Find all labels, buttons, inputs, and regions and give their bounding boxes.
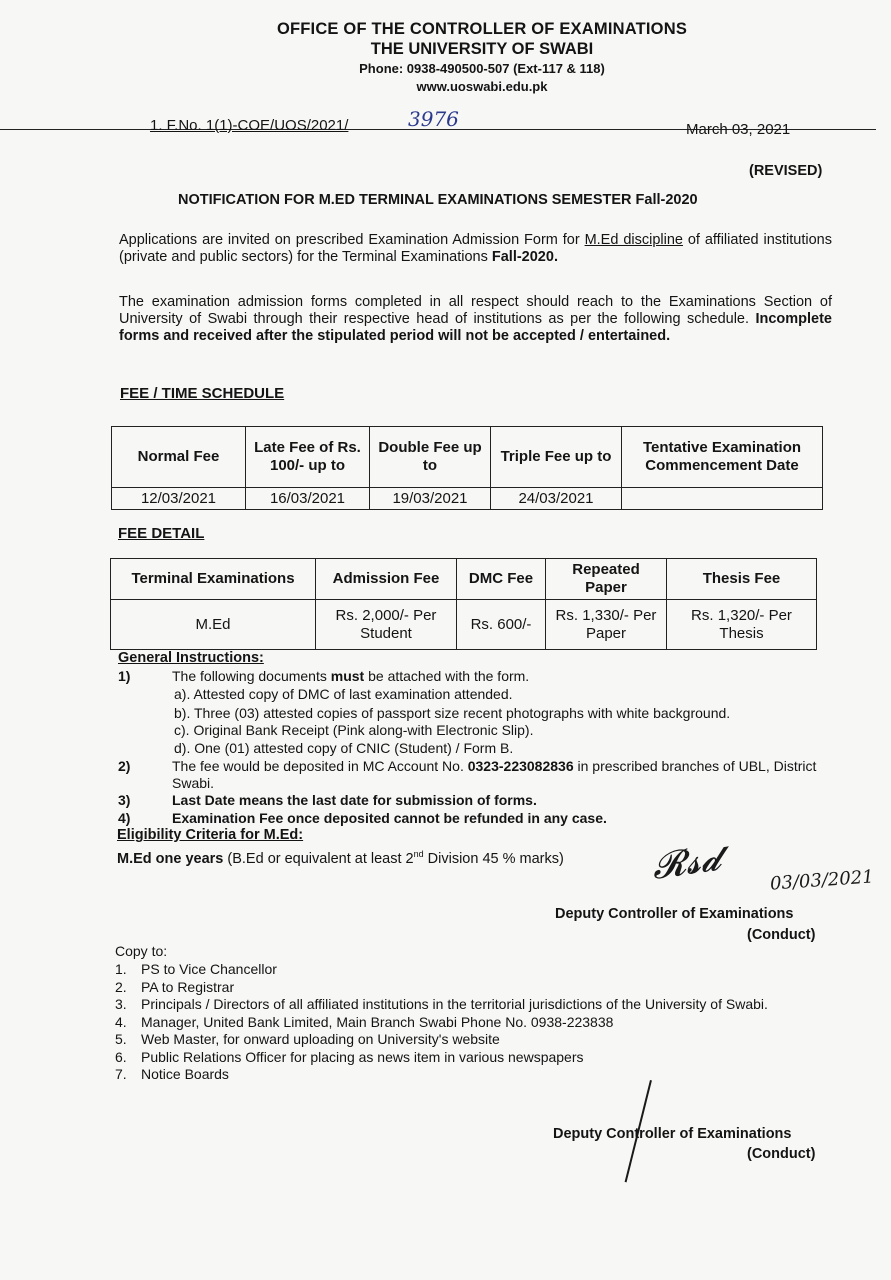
fee-schedule-value-row	[112, 488, 823, 510]
notification-title: NOTIFICATION FOR M.ED TERMINAL EXAMINATIONS SEMESTER Fall-2020	[178, 192, 698, 208]
university-heading: THE UNIVERSITY OF SWABI	[370, 40, 594, 58]
copy-to-text: PS to Vice Chancellor	[141, 961, 277, 977]
handwritten-file-number: 3976	[408, 107, 459, 131]
fee-detail-table	[110, 558, 817, 650]
schedule-header-cell: Tentative Examination Commencement Date	[622, 427, 823, 488]
copy-to-number: 5.	[115, 1031, 127, 1047]
fee-schedule-table	[111, 426, 823, 510]
eligibility-text-a: (B.Ed or equivalent at least 2	[223, 850, 414, 867]
revised-label: (REVISED)	[749, 163, 823, 179]
fee-detail-header-row	[111, 559, 817, 600]
copy-to-number: 4.	[115, 1013, 127, 1030]
fee-detail-header-cell: Repeated Paper	[546, 559, 667, 600]
fee-detail-value-cell: M.Ed	[111, 600, 316, 650]
copy-to-item	[115, 1014, 768, 1032]
copy-to-text: Principals / Directors of all affiliated institutions in the territorial jurisdictions of the University of Swabi.	[141, 996, 768, 1012]
copy-to-text: Manager, United Bank Limited, Main Branch Swabi Phone No. 0938-223838	[141, 1013, 614, 1030]
discipline-underlined: M.Ed discipline	[584, 232, 683, 248]
intro-p1-text-b: of affiliated institutions (private and public sectors) for the Terminal Examinations	[119, 232, 832, 265]
intro-p1-text-a: Applications are invited on prescribed Examination Admission Form for	[119, 232, 585, 248]
handwritten-signature-date: 03/03/2021	[769, 866, 875, 895]
copy-to-item	[115, 1031, 768, 1049]
schedule-header-cell: Late Fee of Rs. 100/- up to	[246, 427, 370, 488]
copy-to-title: Copy to:	[115, 943, 168, 959]
account-number: 0323-223082836	[467, 758, 574, 774]
instruction-1-bold: must	[330, 668, 365, 684]
intro-p2-bold: Incomplete forms and received after the stipulated period will not be accepted / entertained.	[119, 311, 832, 344]
copy-to-text: Public Relations Officer for placing as news item in various newspapers	[141, 1048, 584, 1065]
copy-to-number: 1.	[115, 961, 127, 977]
schedule-header-cell: Double Fee up to	[370, 427, 491, 488]
signatory-title-1: Deputy Controller of Examinations	[555, 906, 794, 922]
schedule-value-cell: 12/03/2021	[112, 488, 246, 510]
instruction-sub-a: a). Attested copy of DMC of last examination attended.	[174, 686, 513, 702]
instruction-3: Last Date means the last date for submission of forms.	[172, 792, 537, 808]
fee-detail-value-cell: Rs. 2,000/- Per Student	[316, 600, 457, 650]
eligibility-bold: M.Ed one years	[117, 850, 224, 867]
instruction-sub-b: b). Three (03) attested copies of passport size recent photographs with white background.	[174, 705, 731, 721]
file-number: 1. F.No. 1(1)-COE/UOS/2021/	[150, 117, 349, 134]
website-line: www.uoswabi.edu.pk	[416, 79, 548, 94]
schedule-value-cell: 16/03/2021	[246, 488, 370, 510]
fee-schedule-title: FEE / TIME SCHEDULE	[120, 385, 285, 402]
fee-detail-header-cell: Thesis Fee	[667, 559, 817, 600]
signatory-dept-2: (Conduct)	[747, 1146, 816, 1162]
copy-to-item	[115, 961, 768, 979]
eligibility-title: Eligibility Criteria for M.Ed:	[117, 827, 304, 843]
copy-to-text: Web Master, for onward uploading on University's website	[141, 1031, 500, 1047]
eligibility-text-b: Division 45 % marks)	[423, 850, 564, 867]
instruction-number-1: 1)	[118, 668, 131, 684]
copy-to-list	[115, 961, 768, 1084]
instruction-number-4: 4)	[118, 810, 131, 826]
notification-date: March 03, 2021	[686, 121, 791, 138]
office-heading: OFFICE OF THE CONTROLLER OF EXAMINATIONS	[276, 20, 688, 38]
fee-detail-value-row	[111, 600, 817, 650]
schedule-header-cell: Triple Fee up to	[491, 427, 622, 488]
fee-detail-header-cell: DMC Fee	[457, 559, 546, 600]
copy-to-text: Notice Boards	[141, 1066, 229, 1082]
fee-detail-value-cell: Rs. 600/-	[457, 600, 546, 650]
fee-schedule-header-row	[112, 427, 823, 488]
schedule-value-cell	[622, 488, 823, 510]
instruction-number-2: 2)	[118, 758, 131, 774]
intro-p2-text: The examination admission forms completed in all respect should reach to the Examinations Section of University of Swabi through their respective head of institutions as per the following schedule.	[119, 294, 832, 327]
instruction-2-text-b: in prescribed branches of UBL, District Swabi.	[172, 758, 817, 791]
general-instructions-title: General Instructions:	[118, 650, 264, 666]
instruction-sub-d: d). One (01) attested copy of CNIC (Student) / Form B.	[174, 740, 514, 756]
copy-to-number: 3.	[115, 996, 127, 1012]
instruction-1-text-a: The following documents	[172, 668, 331, 684]
schedule-value-cell: 19/03/2021	[370, 488, 491, 510]
copy-to-number: 6.	[115, 1048, 127, 1065]
instruction-2-text-a: The fee would be deposited in MC Account No.	[172, 758, 468, 774]
instruction-4: Examination Fee once deposited cannot be refunded in any case.	[172, 810, 607, 826]
fee-detail-header-cell: Admission Fee	[316, 559, 457, 600]
handwritten-signature: 𝓡𝓼𝓭	[649, 837, 724, 888]
eligibility-text	[117, 846, 564, 868]
instruction-1-text-b: be attached with the form.	[364, 668, 530, 684]
phone-line: Phone: 0938-490500-507 (Ext-117 & 118)	[359, 61, 605, 76]
copy-to-text: PA to Registrar	[141, 978, 235, 995]
signatory-dept-1: (Conduct)	[747, 927, 816, 943]
instruction-2	[172, 758, 832, 792]
copy-to-number: 2.	[115, 978, 127, 995]
fee-detail-value-cell: Rs. 1,320/- Per Thesis	[667, 600, 817, 650]
fee-detail-header-cell: Terminal Examinations	[111, 559, 316, 600]
instruction-sub-c: c). Original Bank Receipt (Pink along-with Electronic Slip).	[174, 722, 534, 738]
fee-detail-title: FEE DETAIL	[118, 525, 205, 542]
instruction-1	[172, 668, 529, 685]
intro-paragraph-1	[119, 232, 832, 266]
intro-p1-bold: Fall-2020.	[491, 249, 558, 265]
intro-paragraph-2	[119, 294, 832, 345]
copy-to-number: 7.	[115, 1066, 127, 1082]
schedule-value-cell: 24/03/2021	[491, 488, 622, 510]
copy-to-item	[115, 1066, 768, 1084]
copy-to-item	[115, 979, 768, 997]
copy-to-item	[115, 1049, 768, 1067]
copy-to-item	[115, 996, 768, 1014]
schedule-header-cell: Normal Fee	[112, 427, 246, 488]
fee-detail-value-cell: Rs. 1,330/- Per Paper	[546, 600, 667, 650]
eligibility-superscript: nd	[413, 849, 424, 859]
signatory-title-2: Deputy Controller of Examinations	[553, 1126, 792, 1142]
instruction-number-3: 3)	[118, 792, 131, 808]
